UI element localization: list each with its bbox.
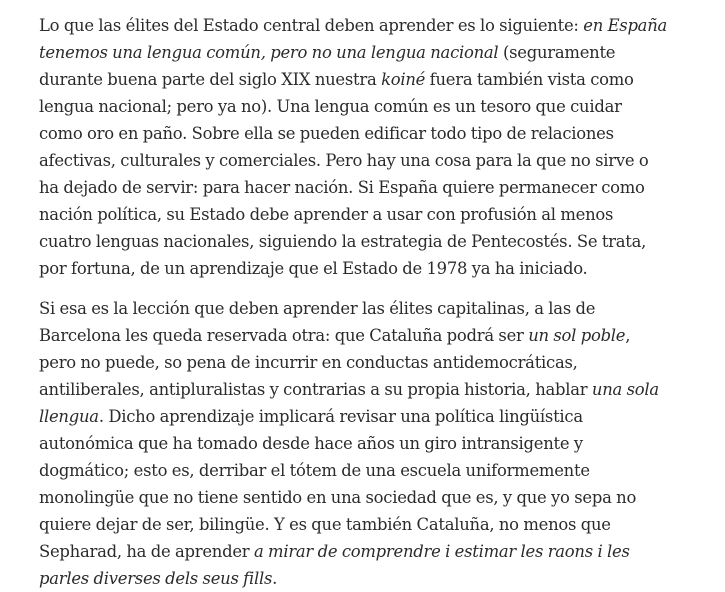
paragraph [39,12,669,282]
text-segment: fuera también vista como lengua nacional; pero ya no). Una lengua común es un tesoro que cuidar como oro en paño. Sobre ella se pueden edificar todo tipo de relaciones afectivas, culturales y comerciales. Pero hay una cosa para la que no sirve o ha dejado de servir: para hacer nación. Si España quiere permanecer como nación política, su Estado debe aprender a usar con profusión al menos cuatro lenguas nacionales, siguiendo la estrategia de Pentecostés. Se trata, por fortuna, de un aprendizaje que el Estado de 1978 ya ha iniciado. [39,70,649,278]
text-segment: Lo que las élites del Estado central deben aprender es lo siguiente: [39,16,584,35]
text-segment: . [272,569,278,588]
italic-text-segment: una sola llengua [39,380,659,426]
italic-text-segment: un sol poble [528,326,626,345]
italic-text-segment: a mirar de comprendre i estimar les raons i les parles diverses dels seus fills [39,542,630,588]
paragraph [39,295,669,592]
italic-text-segment: koiné [381,70,426,89]
italic-text-segment: en España tenemos una lengua común, pero no una lengua nacional [39,16,668,62]
text-segment: Si esa es la lección que deben aprender las élites capitalinas, a las de Barcelona les queda reservada otra: que Cataluña podrá ser [39,299,596,345]
text-segment: , pero no puede, so pena de incurrir en conductas antidemocráticas, antiliberales, antipluralistas y contrarias a su propia historia, hablar [39,326,631,399]
article-body [39,12,669,592]
text-segment: (seguramente durante buena parte del siglo XIX nuestra [39,43,616,89]
text-segment: . Dicho aprendizaje implicará revisar una política lingüística autonómica que ha tomado desde hace años un giro intransigente y dogmático; esto es, derribar el tótem de una escuela uniformemente monolingüe que no tiene sentido en una sociedad que es, y que yo sepa no quiere dejar de ser, bilingüe. Y es que también Cataluña, no menos que Sepharad, ha de aprender [39,407,637,561]
